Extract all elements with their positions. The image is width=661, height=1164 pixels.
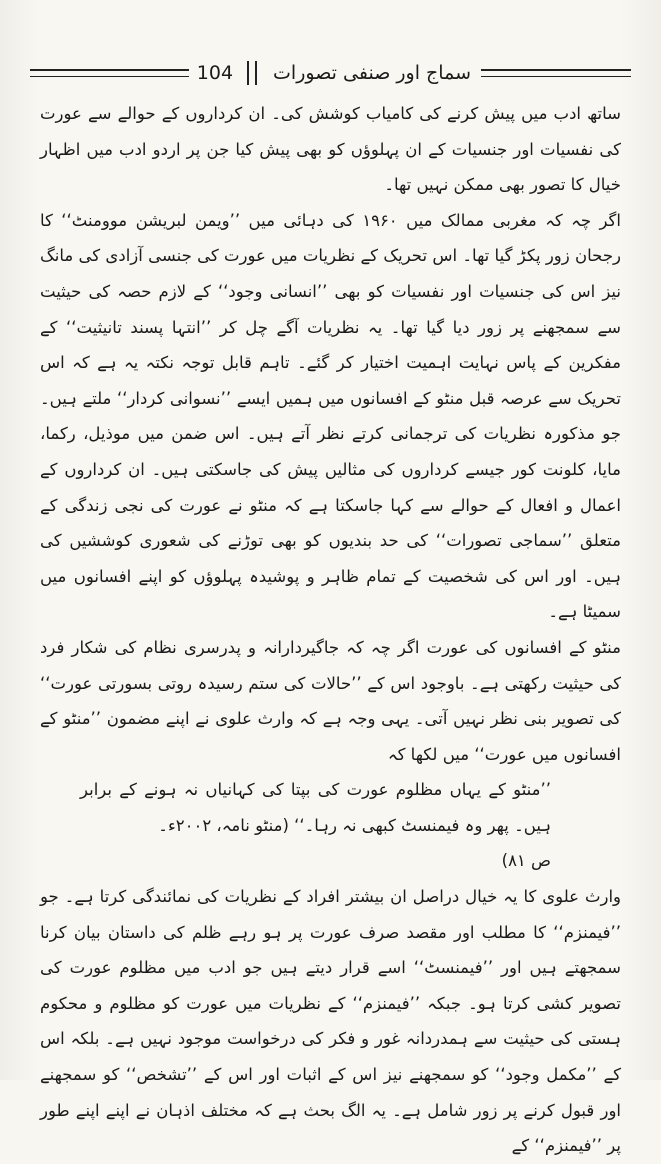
paragraph-4: وارث علوی کا یہ خیال دراصل ان بیشتر افراد کے نظریات کی نمائندگی کرتا ہے۔ جو ’’فیمنزم‘‘ کا مطلب اور مقصد صرف عورت پر ہو رہے ظلم کی داستان بیان کرنا سمجھتے ہیں اور ’’فیمنسٹ‘‘ اسے قرار دیتے ہیں جو ادب میں مظلوم عورت کی تصویر کشی کرتا ہو۔ جبکہ ’’فیمنزم‘‘ کے نظریات میں عورت کو مظلوم و محکوم ہستی کی حیثیت سے ہمدردانہ غور و فکر کی درخواست موجود نہیں ہے۔ بلکہ اس کے ’’مکمل وجود‘‘ کو سمجھنے نیز اس کے اثبات اور اس کے ’’تشخص‘‘ کو سمجھنے اور قبول کرنے پر زور شامل ہے۔ یہ الگ بحث ہے کہ مختلف اذہان نے اپنے اپنے طور پر ’’فیمنزم‘‘ کے [40,887,621,1156]
page-body [40,96,621,1164]
paragraph-2: اگر چہ کہ مغربی ممالک میں ۱۹۶۰ کی دہائی میں ’’ویمن لبریشن موومنٹ‘‘ کا رجحان زور پکڑ گیا تھا۔ اس تحریک کے نظریات میں عورت کی جنسی آزادی کی مانگ نیز اس کی جنسیات اور نفسیات کو بھی ’’انسانی وجود‘‘ کے لازم حصہ کی حیثیت سے سمجھنے پر زور دیا گیا تھا۔ یہ نظریات آگے چل کر ’’انتہا پسند تانیثیت‘‘ کے مفکرین کے پاس نہایت اہمیت اختیار کر گئے۔ تاہم قابل توجہ نکتہ یہ ہے کہ اس تحریک سے عرصہ قبل منٹو کے افسانوں میں ہمیں ایسے ’’نسوانی کردار‘‘ ملتے ہیں۔ جو مذکورہ نظریات کی ترجمانی کرتے نظر آتے ہیں۔ اس ضمن میں موذیل، رکما، مایا، کلونت کور جیسے کرداروں کی مثالیں پیش کی جاسکتی ہیں۔ ان کرداروں کے اعمال و افعال کے حوالے سے کہا جاسکتا ہے کہ منٹو نے عورت کی نجی زندگی کے متعلق ’’سماجی تصورات‘‘ کی حد بندیوں کو بھی توڑنے کی شعوری کوششیں کی ہیں۔ اور اس کی شخصیت کے تمام ظاہر و پوشیدہ پہلوؤں کو اپنے افسانوں میں سمیٹا ہے۔ [40,210,621,622]
paragraph-1: ساتھ ادب میں پیش کرنے کی کامیاب کوشش کی۔ ان کرداروں کے حوالے سے عورت کی نفسیات اور جنسیات کے ان پہلوؤں کو بھی پیش کیا جن پر اردو ادب میں اظہار خیال کا تصور بھی ممکن نہیں تھا۔ [40,104,621,195]
paragraph-3: منٹو کے افسانوں کی عورت اگر چہ کہ جاگیردارانہ و پدرسری نظام کی شکار فرد کی حیثیت رکھتی ہے۔ باوجود اس کے ’’حالات کی ستم رسیدہ روتی بسورتی عورت‘‘ کی تصویر بنی نظر نہیں آتی۔ یہی وجہ ہے کہ وارث علوی نے اپنے مضمون ’’منٹو کے افسانوں میں عورت‘‘ میں لکھا کہ [40,637,621,764]
header-separator [247,61,257,85]
header-rule-left [30,69,189,77]
quote-reference: ص ۸۱) [501,851,551,871]
page-number: 104 [196,62,234,84]
page-header [30,58,631,88]
header-rule-right [481,69,631,77]
block-quote: ’’منٹو کے یہاں مظلوم عورت کی بپتا کی کہانیاں نہ ہونے کے برابر ہیں۔ پھر وہ فیمنسٹ کبھی نہ رہا۔‘‘ (منٹو نامہ، ۲۰۰۲ء۔ [80,780,551,835]
running-title: سماج اور صنفی تصورات [273,62,471,84]
